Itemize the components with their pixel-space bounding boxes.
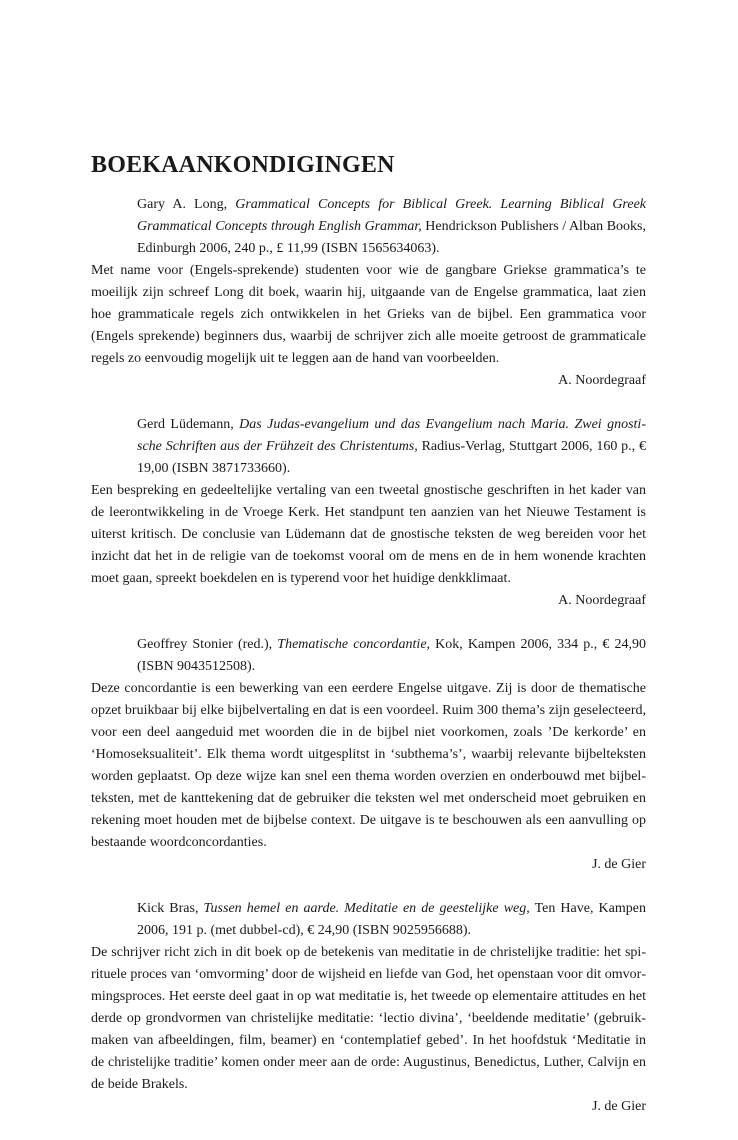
book-author: Kick Bras, [137,901,204,916]
book-entry-2 [91,414,646,612]
reviewer-name: J. de Gier [591,857,646,872]
bibliographic-reference [137,898,646,942]
book-publisher: Ten Have, Kampen 2006, 191 p. (met dubbel-cd), € 24,90 (ISBN 9025956688). [137,901,646,938]
page-title: BOEKAANKONDIGINGEN [91,152,395,178]
book-entry-1 [91,194,646,392]
reviewer-name: J. de Gier [591,1099,646,1114]
review-text: Deze concordantie is een bewerking van een eerdere Engelse uitgave. Zij is door de thematische opzet bruikbaar bij elke bijbelvertaling en dat is een voordeel. Ruim 300 thema’s zijn geselecteerd, voor een deel aangeduid met woorden die in de bijbel niet voorkomen, zoals ’De kerkorde’ en ‘Homoseksualiteit’. Elk thema wordt uitgesplitst in ‘subthema’s’, waarbij relevante bijbelteksten worden geplaatst. Op deze wijze kan snel een thema worden overzien en onderbouwd met bijbelteksten, met de kanttekening dat de gebruiker die teksten wel met onderscheid moet gebruiken en rekening moet houden met de bijbelse context. De uitgave is te beschouwen als een aanvulling op bestaande woordconcordanties. [91,681,646,850]
review-text: De schrijver richt zich in dit boek op de betekenis van meditatie in de christelijke traditie: het spirituele proces van ‘omvorming’ door de wijsheid en liefde van God, het openstaan voor dit omvormingsproces. Het eerste deel gaat in op wat meditatie is, het tweede op elementaire attitudes en het derde op grondvormen van christelijke meditatie: ‘lectio divina’, ‘beeldende meditatie’ (gebruikmaken van afbeeldingen, film, beamer) en ‘contemplatief gebed’. In het hoofdstuk ‘Meditatie in de christelijke traditie’ komen onder meer aan de orde: Augustinus, Benedictus, Luther, Calvijn en de beide Brakels. [91,945,646,1092]
book-title: Das Judas-evangelium und das Evangelium nach Maria. Zwei gnostische Schriften aus der Frühzeit des Christentums, [137,417,646,454]
book-title: Tussen hemel en aarde. Meditatie en de geestelijke weg, [203,901,530,916]
book-entry-4 [91,898,646,1118]
bibliographic-reference [137,634,646,678]
review-text: Met name voor (Engels-sprekende) studenten voor wie de gangbare Griekse grammatica’s te moeilijk zijn schreef Long dit boek, waarin hij, uitgaande van de Engelse grammatica, laat zien hoe grammaticale regels zich ontwikkelen in het Grieks van de bijbel. Een grammatica voor (Engels sprekende) beginners dus, waarbij de schrijver zich alle moeite getroost de grammaticale regels zo eenvoudig mogelijk uit te leggen aan de hand van voorbeelden. [91,263,646,366]
page-content [91,150,646,1140]
review-text: Een bespreking en gedeeltelijke vertaling van een tweetal gnostische geschriften in het kader van de leerontwikkeling in de Vroege Kerk. Het standpunt ten aanzien van het Nieuwe Testament is uiterst kritisch. De conclusie van Lüdemann dat de gnostische teksten de weg bereiden voor het inzicht dat het in de religie van de toekomst vooral om de mens en de in hem wonende krachten moet gaan, spreekt boekdelen en is typerend voor het huidige denkklimaat. [91,483,646,586]
bibliographic-reference [137,194,646,260]
book-title: Grammatical Concepts for Biblical Greek. Learning Biblical Greek Grammatical Concepts through English Grammar, [137,197,646,234]
book-publisher: Kok, Kampen 2006, 334 p., € 24,90 (ISBN 9043512508). [137,637,646,674]
book-publisher: Hendrickson Publishers / Alban Books, Edinburgh 2006, 240 p., £ 11,99 (ISBN 1565634063). [137,219,646,256]
book-author: Gerd Lüdemann, [137,417,240,432]
book-author: Gary A. Long, [137,197,236,212]
book-title: Thematische concordantie, [277,637,431,652]
reviewer-name: A. Noordegraaf [558,373,646,388]
reviewer-name: A. Noordegraaf [558,593,646,608]
book-author: Geoffrey Stonier (red.), [137,637,278,652]
book-entry-3 [91,634,646,876]
bibliographic-reference [137,414,646,480]
book-publisher: Radius-Verlag, Stuttgart 2006, 160 p., € 19,00 (ISBN 3871733660). [137,439,646,476]
